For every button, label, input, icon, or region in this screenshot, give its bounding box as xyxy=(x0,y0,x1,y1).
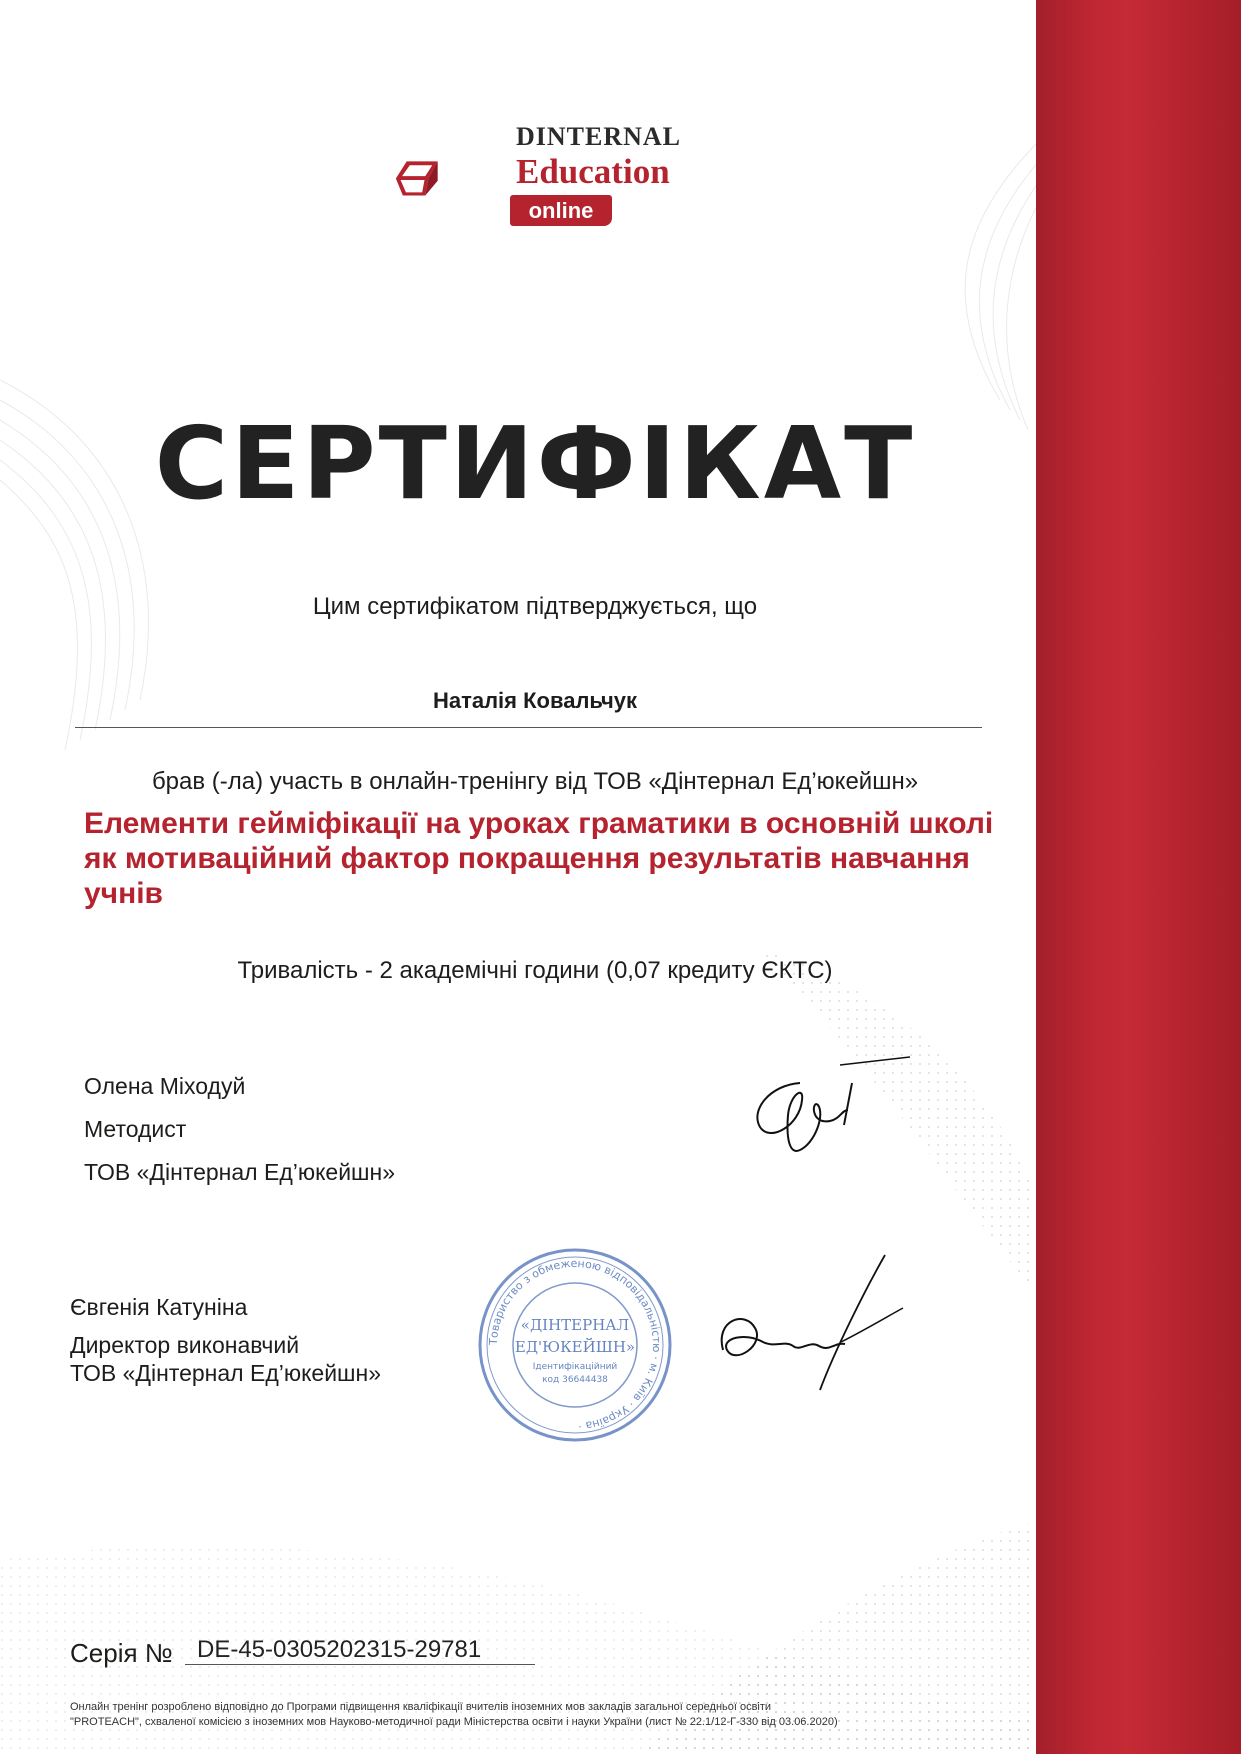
footnote-line-2: "PROTEACH", схваленої комісією з іноземних мов Науково-методичної ради Міністерства освіти і науки України (лист № 22.1/12-Г-330 від 03.06.2020) xyxy=(70,1716,838,1728)
signature-1-icon xyxy=(740,1055,910,1160)
signature-2-icon xyxy=(715,1250,905,1400)
confirm-text: Цим сертифікатом підтверджується, що xyxy=(312,593,758,620)
brand-badge-online: online xyxy=(510,195,612,226)
signatory-2-position: Директор виконавчий xyxy=(70,1332,300,1358)
signatory-1-block xyxy=(84,1065,395,1194)
course-title: Елементи гейміфікації на уроках граматики в основній школі як мотиваційний фактор покращення результатів навчання учнів xyxy=(84,807,994,910)
serial-number: DE-45-0305202315-29781 xyxy=(197,1636,482,1663)
footnote xyxy=(70,1700,1030,1730)
signatory-1-name: Олена Міходуй xyxy=(84,1073,246,1099)
red-band-shadow xyxy=(1036,0,1096,1754)
signatory-2-organization: ТОВ «Дінтернал Ед’юкейшн» xyxy=(70,1360,382,1386)
serial-label: Серія № xyxy=(70,1638,173,1668)
signatory-2-name: Євгенія Катуніна xyxy=(70,1294,248,1320)
recipient-underline xyxy=(75,727,982,728)
stamp-id-label: Ідентифікаційний xyxy=(532,1362,618,1372)
serial-underline xyxy=(185,1664,535,1665)
company-stamp xyxy=(475,1245,675,1445)
recipient-name: Наталія Ковальчук xyxy=(432,688,638,713)
participation-text: брав (-ла) участь в онлайн-тренінгу від ТОВ «Дінтернал Ед’юкейшн» xyxy=(151,768,919,795)
signatory-1-position: Методист xyxy=(84,1116,187,1142)
stamp-outer-text: Товариство з обмеженою відповідальністю · м. Київ · Україна · xyxy=(486,1256,664,1433)
brand-line-1: DINTERNAL xyxy=(516,122,682,151)
brand-line-2: Education xyxy=(516,152,670,191)
footnote-line-1: Онлайн тренінг розроблено відповідно до Програми підвищення кваліфікації вчителів іноземних мов закладів загальної середньої освіти xyxy=(70,1701,772,1713)
book-logo-icon xyxy=(392,124,512,236)
stamp-center-1: «ДІНТЕРНАЛ xyxy=(520,1316,630,1334)
certificate-title: СЕРТИФІКАТ xyxy=(154,405,916,522)
duration-text: Тривалість - 2 академічні години (0,07 кредиту ЄКТС) xyxy=(237,957,833,984)
stamp-center-2: ЕД'ЮКЕЙШН» xyxy=(514,1338,636,1356)
signatory-2-block xyxy=(70,1288,381,1392)
signatory-1-organization: ТОВ «Дінтернал Ед’юкейшн» xyxy=(84,1159,396,1185)
stamp-id-code: код 36644438 xyxy=(542,1375,608,1385)
